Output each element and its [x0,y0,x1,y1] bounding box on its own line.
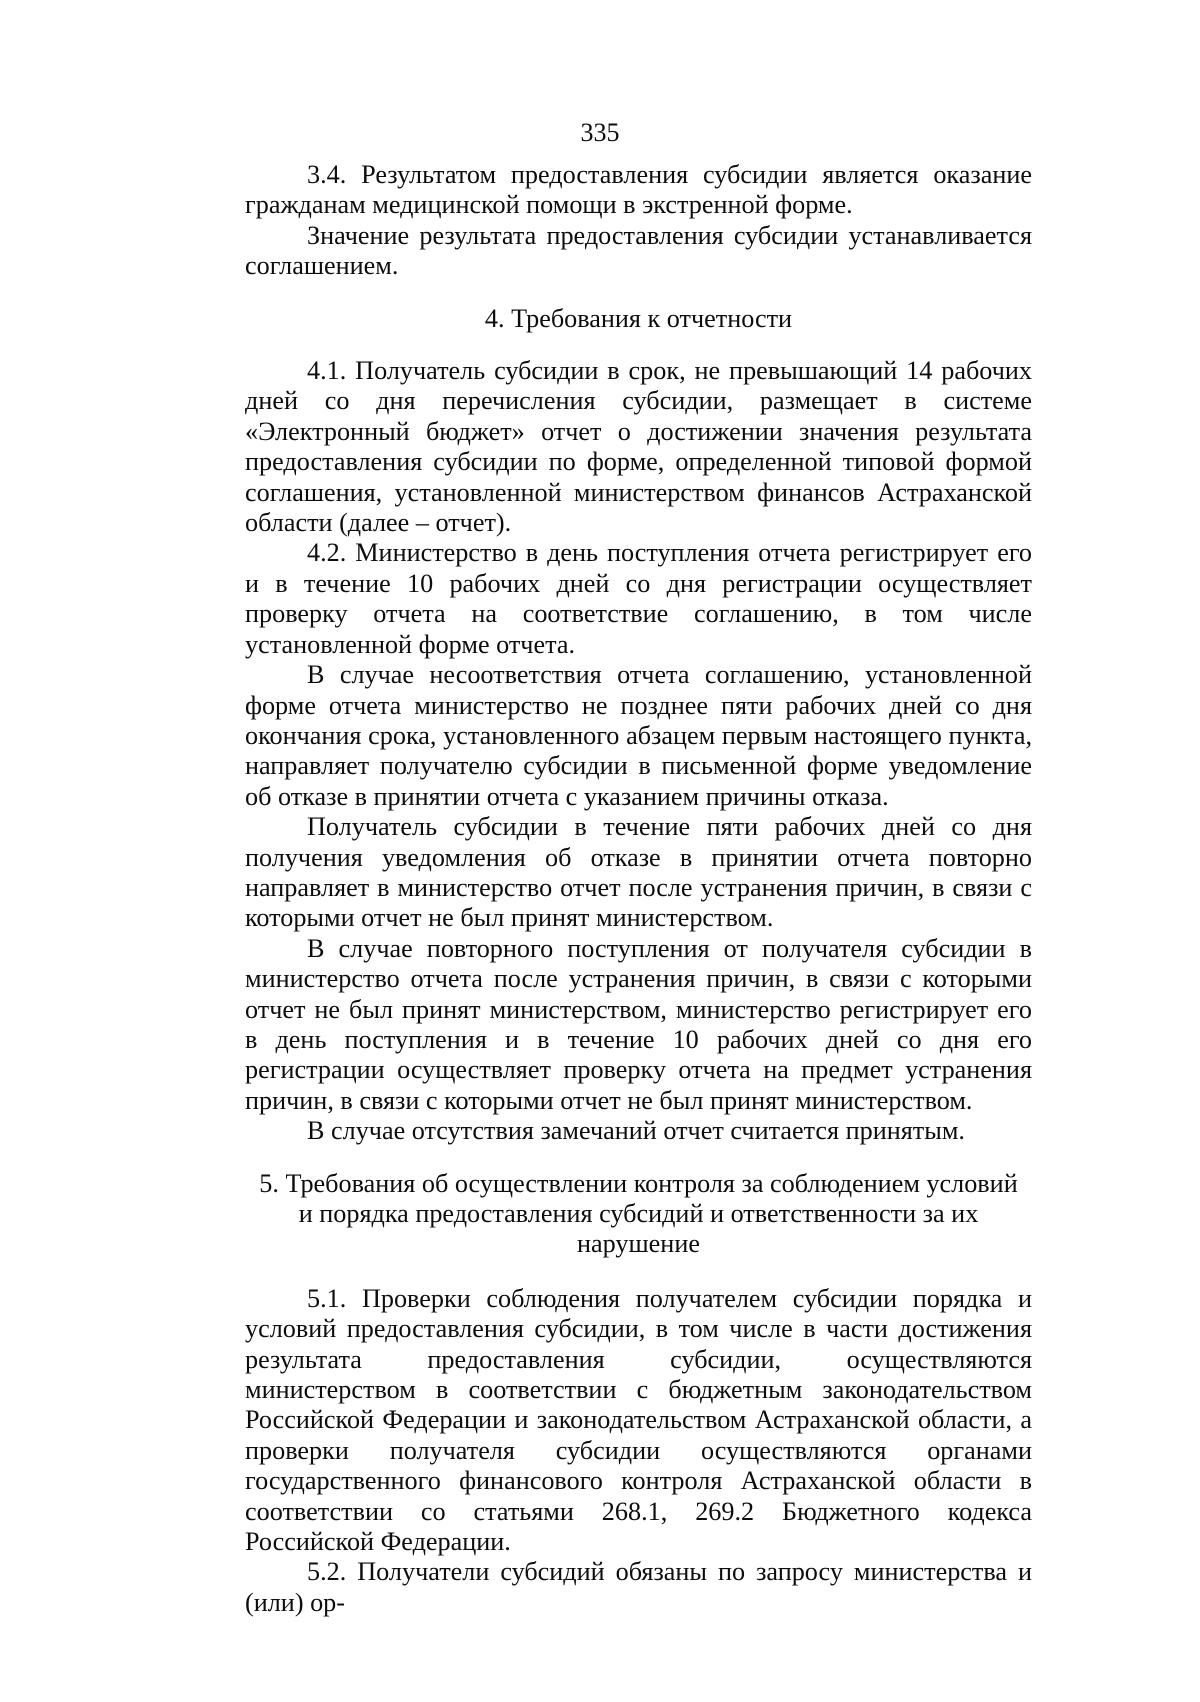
paragraph-5-1: 5.1. Проверки соблюдения получателем субсидии порядка и условий предоставления субсидии, в том числе в части достижения результата предоставления субсидии, осуществляются министерством в соответствии с бюджетным законодательством Российской Федерации и законодательством Астраханской области, а проверки получателя субсидии осуществляются органами государственного финансового контроля Астраханской области в соответствии со статьями 268.1, 269.2 Бюджетного кодекса Российской Федерации. [245,1283,1032,1557]
section-heading-5: 5. Требования об осуществлении контроля за соблюдением условий и порядка предоставления субсидий и ответственности за их нарушение [259,1168,1018,1259]
section-heading-4: 4. Требования к отчетности [484,303,793,333]
paragraph-4-1: 4.1. Получатель субсидии в срок, не превышающий 14 рабочих дней со дня перечисления субсидии, размещает в системе «Электронный бюджет» отчет о достижении значения результата предоставления субсидии по форме, определенной типовой формой соглашения, установленной министерством финансов Астраханской области (далее – отчет). [245,356,1032,538]
document-body [245,160,1032,1618]
paragraph-5-2: 5.2. Получатели субсидий обязаны по запросу министерства и (или) ор- [245,1557,1032,1617]
paragraph-3-4: 3.4. Результатом предоставления субсидии является оказание гражданам медицинской помощи в экстренной форме. [245,160,1032,220]
paragraph-4-2-nonconformity: В случае несоответствия отчета соглашению, установленной форме отчета министерство не позднее пяти рабочих дней со дня окончания срока, установленного абзацем первым настоящего пункта, направляет получателю субсидии в письменной форме уведомление об отказе в принятии отчета с указанием причины отказа. [245,660,1032,811]
paragraph-4-2-resubmission: Получатель субсидии в течение пяти рабочих дней со дня получения уведомления об отказе в принятии отчета повторно направляет в министерство отчет после устранения причин, в связи с которыми отчет не был принят министерством. [245,812,1032,933]
page-number: 335 [580,118,620,147]
paragraph-4-2-accepted: В случае отсутствия замечаний отчет считается принятым. [307,1116,965,1146]
paragraph-3-4-result-value: Значение результата предоставления субсидии устанавливается соглашением. [245,220,1032,281]
paragraph-4-2: 4.2. Министерство в день поступления отчета регистрирует его и в течение 10 рабочих дней со дня регистрации осуществляет проверку отчета на соответствие соглашению, в том числе установленной форме отчета. [245,538,1032,659]
paragraph-4-2-repeat-receipt: В случае повторного поступления от получателя субсидии в министерство отчета после устранения причин, в связи с которыми отчет не был принят министерством, министерство регистрирует его в день поступления и в течение 10 рабочих дней со дня его регистрации осуществляет проверку отчета на предмет устранения причин, в связи с которыми отчет не был принят министерством. [245,933,1032,1115]
